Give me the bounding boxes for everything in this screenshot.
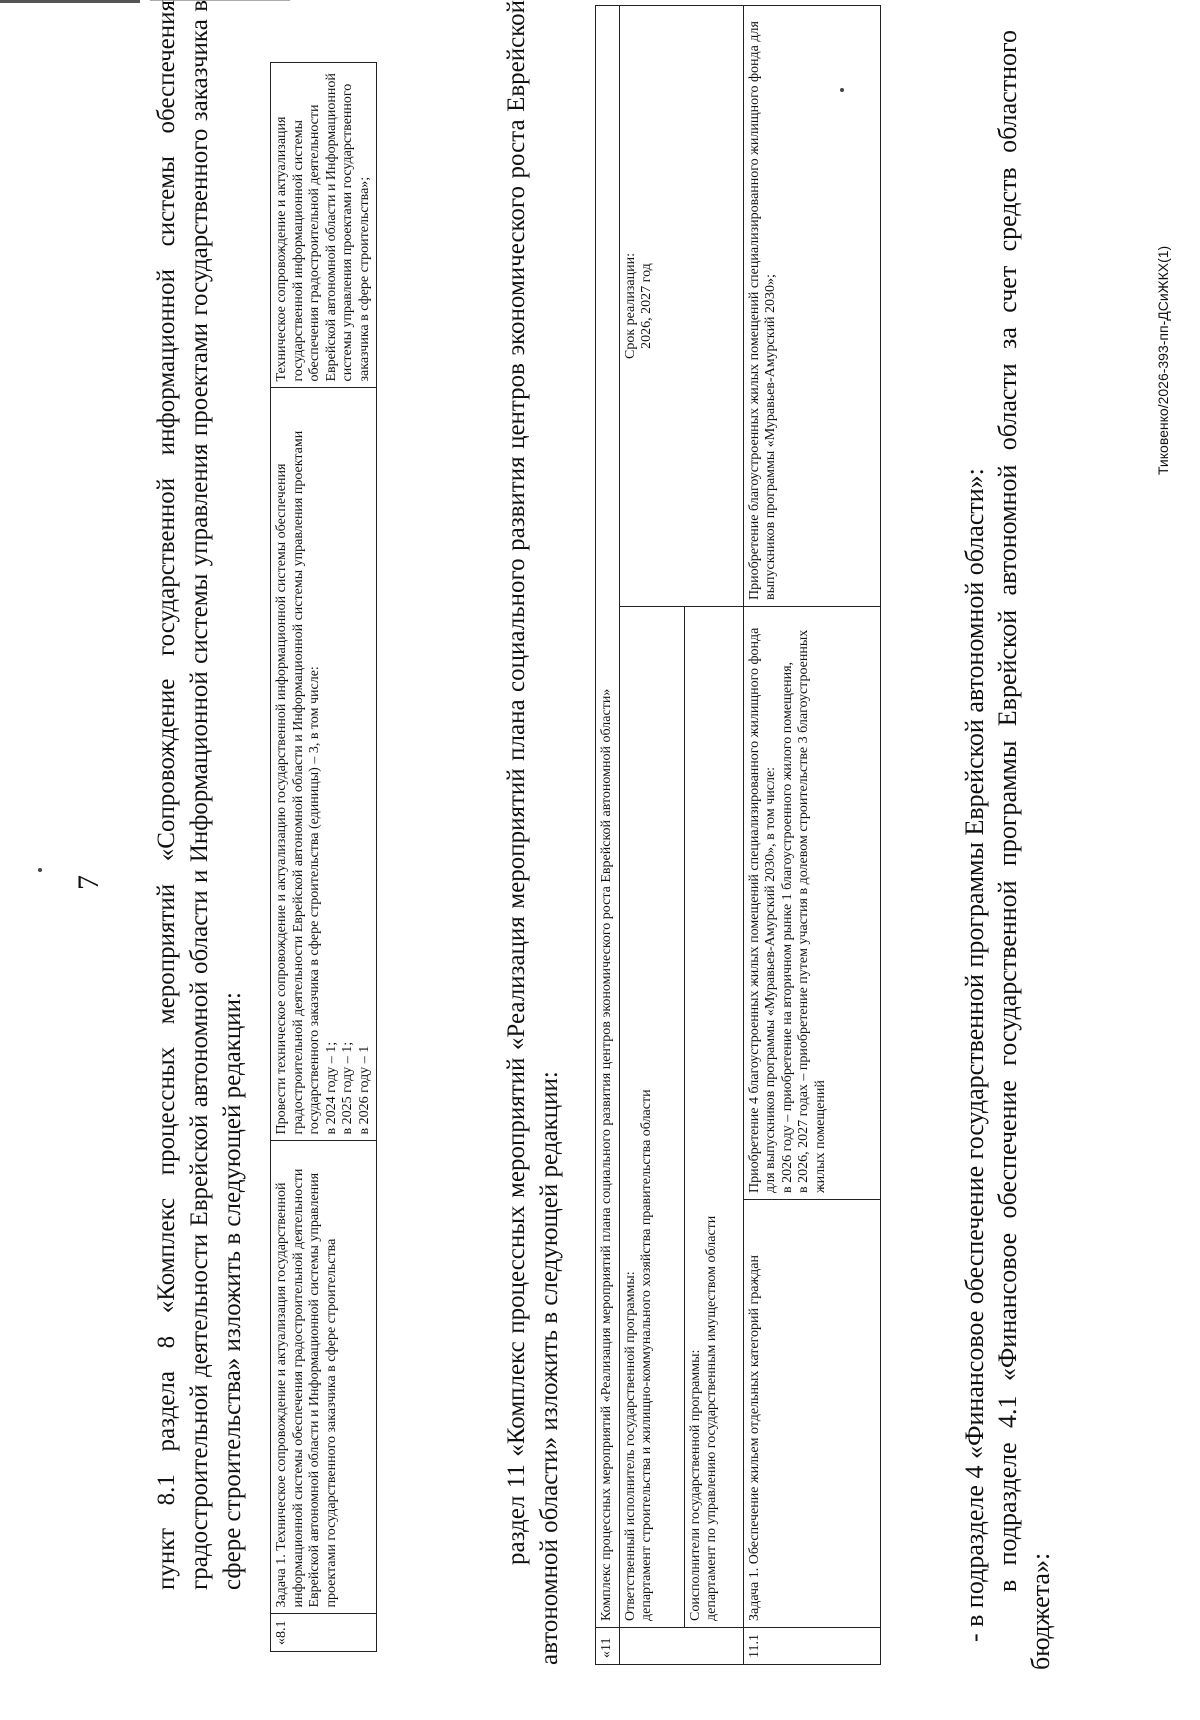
footer-document-code: Тиковенко/2026-393-пп-ДСиЖКХ(1) xyxy=(1155,245,1171,475)
paragraph-subsections xyxy=(958,30,1057,1670)
activity-line: в 2026, 2027 годах – приобретение путем участия в долевом строительстве 3 благоустроенных жилых помещений xyxy=(796,629,828,1193)
table-11 xyxy=(595,5,881,1665)
paragraph-text: пункт 8.1 раздела 8 «Комплекс процессных мероприятий «Сопровождение государственной информационной системы обеспечения градостроительной деятельности Еврейской автономной области и Информационной системы управления проектами государственного заказчика в сфере строительства» изложить в следующей редакции: xyxy=(153,0,246,1590)
activity-line: в 2026 году – приобретение на вторичном рынке 1 благоустроенного жилого помещения, xyxy=(779,661,795,1193)
activity-cell xyxy=(743,607,880,1200)
coexecutors-value: департамент по управлению государственным имуществом области xyxy=(704,1215,719,1621)
paragraph-8-1-intro xyxy=(150,0,249,1590)
activity-cell xyxy=(271,388,377,1141)
table-row xyxy=(619,6,684,1665)
activity-line: в 2024 году – 1; xyxy=(323,1041,339,1135)
activity-line: Приобретение 4 благоустроенных жилых помещений специализированного жилищного фонда для выпускников программы «Муравьев-Амурский 2030», в том числе: xyxy=(746,627,778,1193)
complex-title-cell: Комплекс процессных мероприятий «Реализация мероприятий плана социального развития центров экономического роста Еврейской автономной области» xyxy=(596,6,620,1628)
table-8-1 xyxy=(270,62,377,1652)
result-cell: Приобретение благоустроенных жилых помещений специализированного жилищного фонда для выпускников программы «Муравьев-Амурский 2030»; xyxy=(743,6,880,607)
paragraph-11-intro xyxy=(500,0,566,1665)
paragraph-text: раздел 11 «Комплекс процессных мероприятий «Реализация мероприятий плана социального развития центров экономического роста Еврейской автономной области» изложить в следующей редакции: xyxy=(503,0,563,1665)
term-label: Срок реализации: xyxy=(622,253,638,359)
activity-line: в 2026 году – 1 xyxy=(356,1045,372,1135)
coexecutors-cell xyxy=(684,607,743,1628)
task-cell: Задача 1. Обеспечение жильем отдельных категорий граждан xyxy=(743,1200,880,1628)
table-row xyxy=(743,6,880,1665)
row-number: 11.1 xyxy=(743,1628,880,1665)
row-number: «11 xyxy=(596,1628,620,1665)
result-cell: Техническое сопровождение и актуализация государственной информационной системы обеспечения градостроительной деятельности Еврейской автономной области и Информационной системы управления проектами государственного заказчика в сфере строительства»; xyxy=(271,63,377,389)
responsible-cell xyxy=(619,607,684,1628)
subsection-4-1-line: в подразделе 4.1 «Финансовое обеспечение государственной программы Еврейской автономной области за счет средств областного бюджета»: xyxy=(993,30,1055,1670)
responsible-value: департамент строительства и жилищно-коммунального хозяйства правительства области xyxy=(639,1089,654,1621)
table-row xyxy=(271,63,377,1652)
subsection-4-line: - в подразделе 4 «Финансовое обеспечение государственной программы Еврейской автономной области»: xyxy=(960,468,989,1642)
coexecutors-label: Соисполнители государственной программы: xyxy=(687,1349,703,1621)
table-row xyxy=(596,6,620,1665)
empty-cell xyxy=(619,1628,743,1665)
activity-line: в 2025 году – 1; xyxy=(340,1041,355,1135)
term-cell xyxy=(619,6,743,607)
task-cell: Задача 1. Техническое сопровождение и актуализация государственной информационной системы обеспечения градостроительной деятельности Еврейской автономной области и Информационной системы управления проектами государственного заказчика в сфере строительства xyxy=(271,1141,377,1614)
page-number: 7 xyxy=(72,875,105,890)
responsible-label: Ответственный исполнитель государственной программы: xyxy=(622,1271,638,1621)
term-value: 2026, 2027 год xyxy=(639,263,654,349)
row-number: «8.1 xyxy=(271,1614,377,1652)
activity-line: Провести техническое сопровождение и актуализацию государственной информационной системы обеспечения градостроительной деятельности Еврейской автономной области и Информационной системы управления проектами государственного заказчика в сфере строительства (единицы) – 3, в том числе: xyxy=(274,430,322,1135)
